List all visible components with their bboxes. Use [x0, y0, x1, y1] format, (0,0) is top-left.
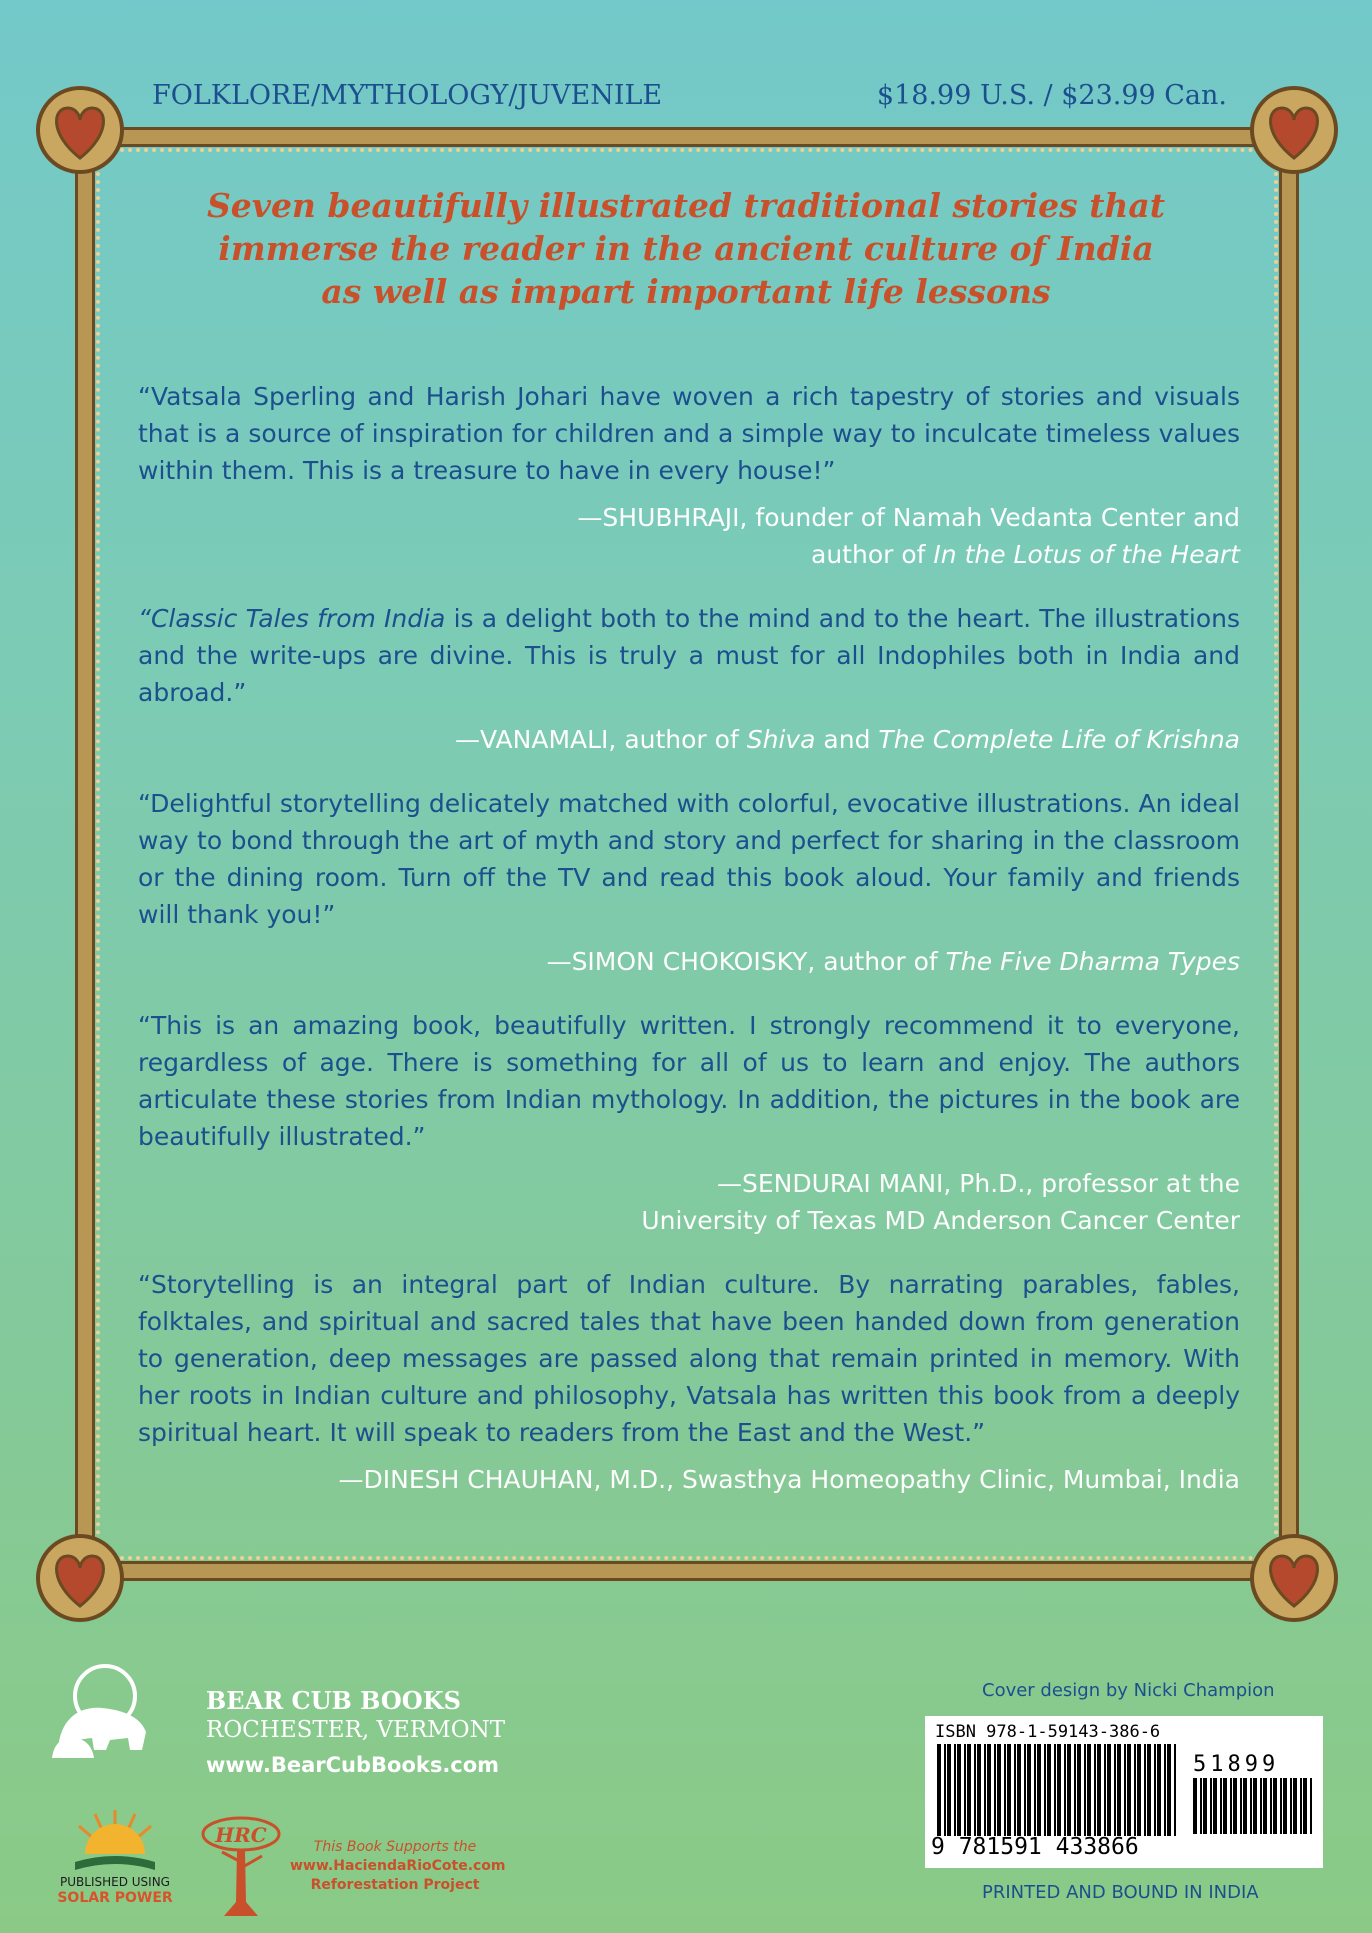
corner-ornament-icon: [1244, 1528, 1344, 1628]
solar-line2: SOLAR POWER: [57, 1890, 173, 1906]
book-title: The Complete Life of Krishna: [878, 725, 1240, 754]
price-code: 51899: [1193, 1752, 1280, 1777]
quote-text: [138, 600, 1240, 711]
quote-body: is a delight both to the mind and to the heart. The illustrations and the write-ups are divine. This is truly a must for all Indophiles both in India and abroad.”: [138, 604, 1240, 707]
tree-logo-icon: [196, 1812, 286, 1922]
attribution-text: —VANAMALI, author of: [455, 725, 747, 754]
reforestation-line: This Book Supports the: [313, 1839, 477, 1855]
attribution-text: and: [815, 725, 879, 754]
corner-ornament-icon: [30, 80, 130, 180]
attribution-line: [138, 536, 1240, 573]
corner-ornament-icon: [1244, 80, 1344, 180]
isbn-label: ISBN 978-1-59143-386-6: [935, 1722, 1161, 1742]
quote-attribution: [138, 499, 1240, 573]
corner-ornament-icon: [30, 1528, 130, 1628]
book-title: Shiva: [746, 725, 816, 754]
endorsements: [138, 378, 1240, 1525]
quote-attribution: [138, 943, 1240, 980]
quote-attribution: —DINESH CHAUHAN, M.D., Swasthya Homeopathy Clinic, Mumbai, India: [338, 1465, 1240, 1494]
attribution-line: —SHUBHRAJI, founder of Namah Vedanta Center and: [577, 503, 1240, 532]
publisher-url: www.BearCubBooks.com: [206, 1753, 500, 1777]
reforestation-url: www.HaciendaRioCote.com: [290, 1858, 506, 1874]
quote-attribution: [138, 721, 1240, 758]
cover-credit: Cover design by Nicki Champion: [982, 1680, 1275, 1701]
publisher-name: BEAR CUB BOOKS: [206, 1686, 461, 1715]
barcode: [925, 1716, 1323, 1868]
quote-attribution: [138, 1165, 1240, 1239]
publisher-city: ROCHESTER, VERMONT: [206, 1717, 506, 1743]
attribution-line: University of Texas MD Anderson Cancer Center: [641, 1206, 1240, 1235]
attribution-line: —SENDURAI MANI, Ph.D., professor at the: [716, 1169, 1240, 1198]
headline-line: immerse the reader in the ancient culture of India: [218, 229, 1154, 268]
barcode-digits: 9 781591 433866: [931, 1834, 1139, 1860]
quote-text: “This is an amazing book, beautifully written. I strongly recommend it to everyone, regardless of age. There is something for all of us to learn and enjoy. The authors articulate these stories from Indian mythology. In addition, the pictures in the book are beautifully illustrated.”: [138, 1011, 1240, 1151]
quote-text: “Delightful storytelling delicately matched with colorful, evocative illustrations. An ideal way to bond through the art of myth and story and perfect for sharing in the classroom or the dining room. Turn off the TV and read this book aloud. Your family and friends will thank you!”: [138, 789, 1240, 929]
solar-line1: PUBLISHED USING: [60, 1875, 170, 1889]
barcode-addon-icon: [1193, 1778, 1313, 1834]
reforestation-text: [290, 1838, 506, 1895]
book-title: In the Lotus of the Heart: [933, 540, 1240, 569]
printed-note: PRINTED AND BOUND IN INDIA: [982, 1882, 1259, 1903]
bear-logo-icon: [50, 1658, 150, 1768]
attribution-text: —SIMON CHOKOISKY, author of: [546, 947, 946, 976]
barcode-bars-icon: [937, 1744, 1177, 1836]
headline-line: Seven beautifully illustrated traditional stories that: [206, 186, 1166, 225]
book-title: “Classic Tales from India: [138, 604, 446, 633]
quote-text: “Vatsala Sperling and Harish Johari have woven a rich tapestry of stories and visuals that is a source of inspiration for children and a simple way to inculcate timeless values within them. This is a treasure to have in every house!”: [138, 382, 1240, 485]
quote-text: “Storytelling is an integral part of Indian culture. By narrating parables, fables, folktales, and spiritual and sacred tales that have been handed down from generation to generation, deep messages are passed along that remain printed in memory. With her roots in Indian culture and philosophy, Vatsala has written this book from a deeply spiritual heart. It will speak to readers from the East and the West.”: [138, 1270, 1240, 1447]
reforestation-line: Reforestation Project: [310, 1877, 480, 1893]
price-label: $18.99 U.S. / $23.99 Can.: [876, 80, 1227, 111]
book-title: The Five Dharma Types: [945, 947, 1240, 976]
headline: [180, 184, 1192, 313]
solar-power-logo: [45, 1800, 185, 1910]
category-label: FOLKLORE/MYTHOLOGY/JUVENILE: [152, 80, 663, 111]
attribution-text: author of: [811, 540, 934, 569]
hrc-logo-text: HRC: [215, 1823, 267, 1847]
headline-line: as well as impart important life lessons: [321, 272, 1051, 311]
